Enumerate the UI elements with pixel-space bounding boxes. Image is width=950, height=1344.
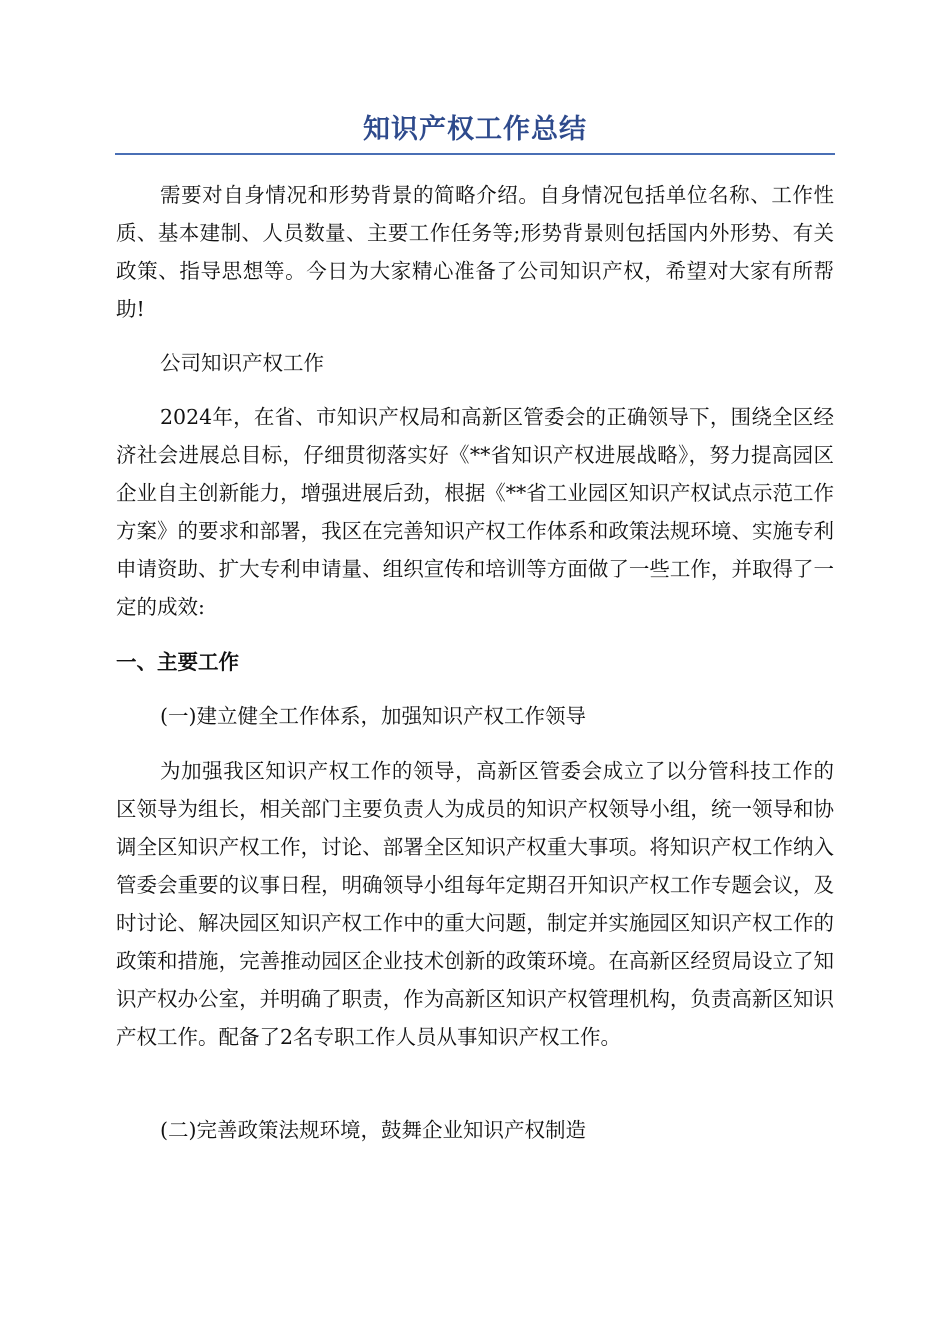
title-underline <box>115 153 835 155</box>
intro-paragraph: 需要对自身情况和形势背景的简略介绍。自身情况包括单位名称、工作性质、基本建制、人员数量、主要工作任务等;形势背景则包括国内外形势、有关政策、指导思想等。今日为大家精心准备了公司知识产权，希望对大家有所帮助! <box>116 183 834 321</box>
paragraph-overview: 2024年，在省、市知识产权局和高新区管委会的正确领导下，围绕全区经济社会进展总目标，仔细贯彻落实好《**省知识产权进展战略》，努力提高园区企业自主创新能力，增强进展后劲，根据《**省工业园区知识产权试点示范工作方案》的要求和部署，我区在完善知识产权工作体系和政策法规环境、实施专利申请资助、扩大专利申请量、组织宣传和培训等方面做了一些工作，并取得了一定的成效: <box>116 405 834 619</box>
document-title: 知识产权工作总结 <box>363 114 587 145</box>
subsection-heading-1: (一)建立健全工作体系，加强知识产权工作领导 <box>160 704 586 728</box>
paragraph-leadership: 为加强我区知识产权工作的领导，高新区管委会成立了以分管科技工作的区领导为组长，相关部门主要负责人为成员的知识产权领导小组，统一领导和协调全区知识产权工作，讨论、部署全区知识产权重大事项。将知识产权工作纳入管委会重要的议事日程，明确领导小组每年定期召开知识产权工作专题会议，及时讨论、解决园区知识产权工作中的重大问题，制定并实施园区知识产权工作的政策和措施，完善推动园区企业技术创新的政策环境。在高新区经贸局设立了知识产权办公室，并明确了职责，作为高新区知识产权管理机构，负责高新区知识产权工作。配备了2名专职工作人员从事知识产权工作。 <box>116 759 834 1049</box>
subsection-heading-2: (二)完善政策法规环境，鼓舞企业知识产权制造 <box>160 1118 586 1142</box>
subtitle-line: 公司知识产权工作 <box>160 351 324 375</box>
section-heading-main-work: 一、主要工作 <box>116 650 239 674</box>
